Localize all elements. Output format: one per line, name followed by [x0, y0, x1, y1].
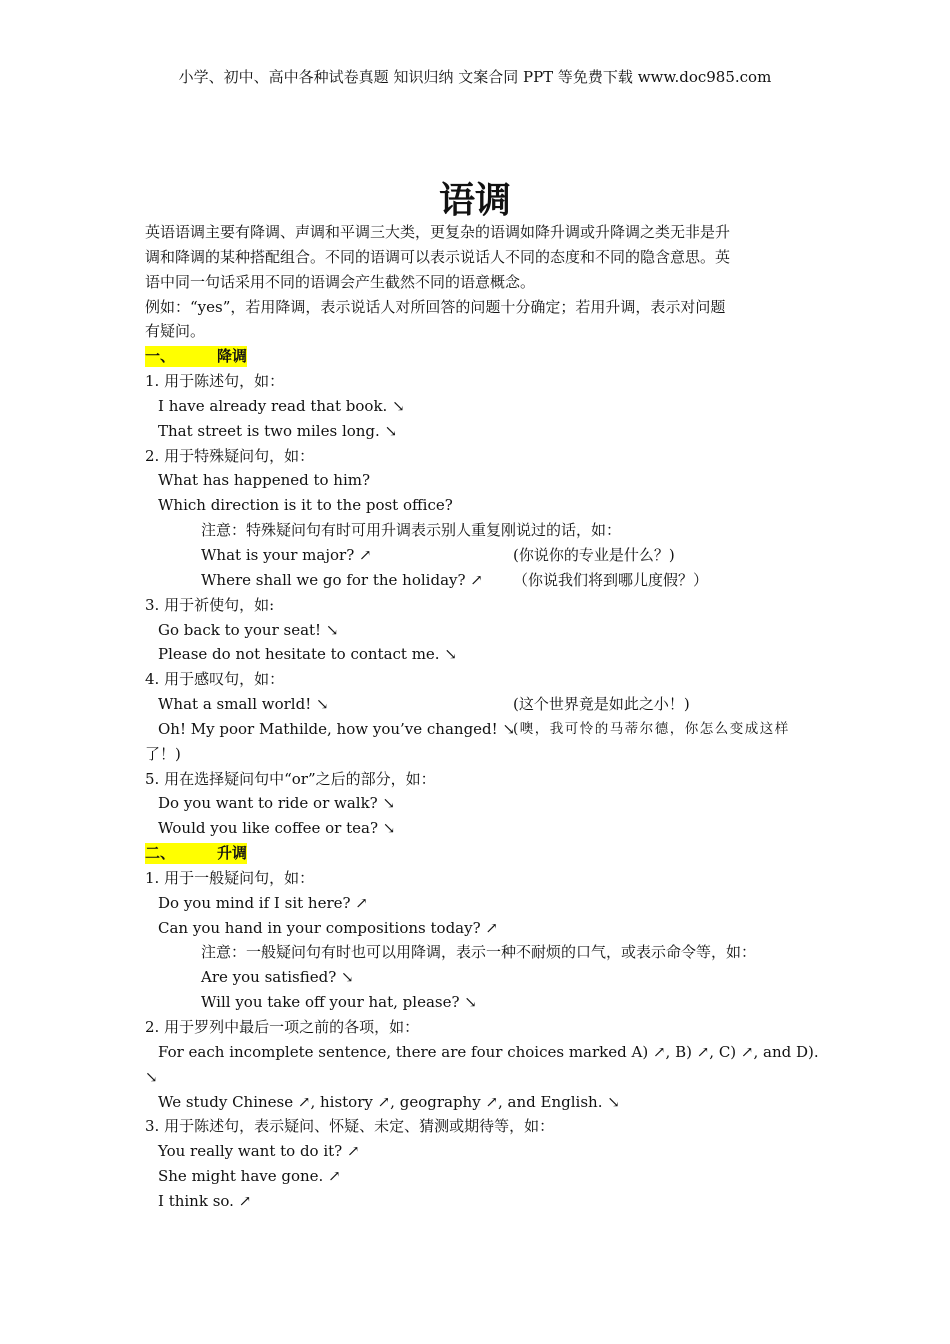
translation: (你说你的专业是什么？): [513, 545, 675, 564]
translation-continued: 了！): [145, 744, 181, 763]
note-line: 注意：特殊疑问句有时可用升调表示别人重复刚说过的话，如：: [201, 521, 622, 540]
highlighted-heading: [145, 843, 247, 864]
example-row: [145, 543, 813, 568]
example-sentence: I have already read that book. ↘: [158, 396, 405, 415]
example-sentence: Go back to your seat! ↘: [158, 620, 339, 639]
list-item: 3. 用于祈使句，如:: [145, 595, 275, 614]
example-sentence: Would you like coffee or tea? ↘: [158, 819, 396, 838]
example-sentence: Can you hand in your compositions today? ↗: [158, 918, 498, 937]
list-item: 5. 用在选择疑问句中“or”之后的部分，如：: [145, 769, 436, 788]
example-sentence: Which direction is it to the post office?: [158, 496, 453, 515]
example-sentence: That street is two miles long. ↘: [158, 421, 398, 440]
example-sentence: I think so. ↗: [158, 1191, 252, 1210]
section-heading-rising: [145, 841, 813, 866]
note-line: 注意：一般疑问句有时也可以用降调，表示一种不耐烦的口气，或表示命令等，如：: [201, 943, 757, 962]
section-name: 升调: [217, 844, 248, 863]
section-heading-falling: [145, 344, 813, 369]
example-sentence: Please do not hesitate to contact me. ↘: [158, 645, 457, 664]
translation: (噢，我可怜的马蒂尔德，你怎么变成这样: [513, 720, 790, 737]
example-sentence: Oh! My poor Mathilde, how you’ve changed! ↘: [158, 719, 516, 738]
intro-line: 英语语调主要有降调、声调和平调三大类，更复杂的语调如降升调或升降调之类无非是升: [145, 223, 731, 241]
example-sentence: Do you want to ride or walk? ↘: [158, 794, 396, 813]
example-sentence: We study Chinese ↗, history ↗, geography ↗, and English. ↘: [158, 1092, 620, 1111]
example-sentence: Where shall we go for the holiday? ↗: [201, 570, 483, 589]
page-title: 语调: [438, 179, 511, 221]
section-name: 降调: [217, 347, 248, 366]
intro-line: 例如：“yes”，若用降调，表示说话人对所回答的问题十分确定；若用升调，表示对问题: [145, 297, 726, 316]
example-sentence: You really want to do it? ↗: [158, 1142, 360, 1161]
example-sentence-continued: ↘: [145, 1067, 158, 1086]
translation: (这个世界竟是如此之小！): [513, 695, 690, 714]
list-item: 2. 用于罗列中最后一项之前的各项，如：: [145, 1018, 420, 1036]
example-sentence: She might have gone. ↗: [158, 1167, 341, 1186]
example-sentence: Are you satisfied? ↘: [201, 968, 354, 987]
document-body: [145, 220, 819, 1214]
example-sentence: What has happened to him?: [158, 471, 371, 490]
list-item: 1. 用于陈述句，如：: [145, 372, 285, 391]
intro-line: 语中同一句话采用不同的语调会产生截然不同的语意概念。: [145, 272, 536, 291]
example-sentence: Will you take off your hat, please? ↘: [201, 993, 477, 1012]
example-sentence: Do you mind if I sit here? ↗: [158, 893, 368, 912]
intro-line: 有疑问。: [145, 322, 206, 341]
example-row: [145, 568, 813, 593]
example-sentence: What a small world! ↘: [158, 695, 329, 714]
intro-line: 调和降调的某种搭配组合。不同的语调可以表示说话人不同的态度和不同的隐含意思。英: [145, 247, 731, 266]
list-item: 3. 用于陈述句，表示疑问、怀疑、未定、猜测或期待等，如：: [145, 1117, 555, 1136]
list-item: 2. 用于特殊疑问句，如：: [145, 446, 315, 465]
page-header: 小学、初中、高中各种试卷真题 知识归纳 文案合同 PPT 等免费下载 www.doc985.com: [178, 68, 772, 86]
section-number: 一、: [145, 347, 176, 366]
section-number: 二、: [145, 844, 176, 863]
list-item: 1. 用于一般疑问句，如：: [145, 868, 315, 887]
example-sentence: For each incomplete sentence, there are four choices marked A) ↗, B) ↗, C) ↗, and D).: [158, 1042, 819, 1061]
example-row: [145, 692, 813, 717]
highlighted-heading: [145, 346, 247, 367]
example-sentence: What is your major? ↗: [201, 545, 372, 564]
example-row: [145, 717, 813, 742]
translation: （你说我们将到哪儿度假？）: [513, 570, 709, 589]
list-item: 4. 用于感叹句，如：: [145, 670, 285, 689]
